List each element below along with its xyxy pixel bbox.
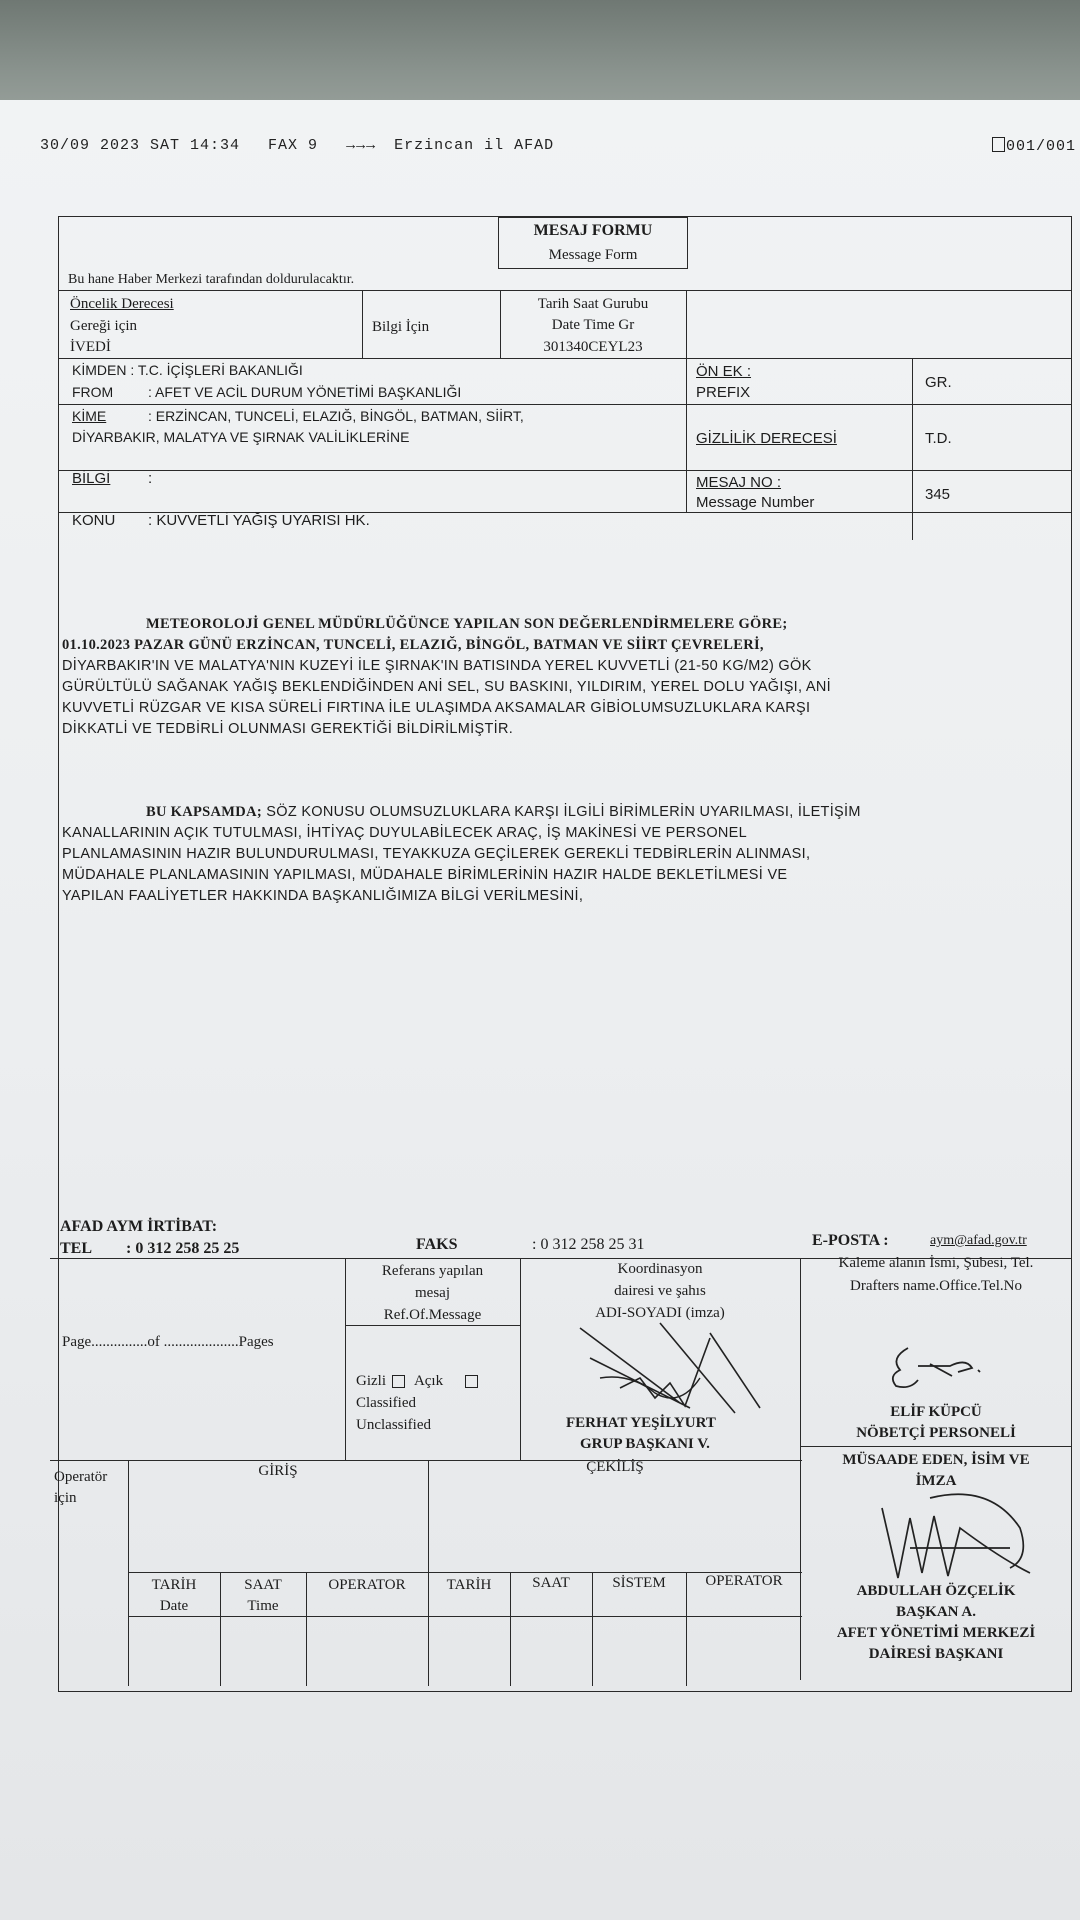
col-date-exit: TARİH <box>446 1577 492 1593</box>
from-label-en: FROM <box>72 384 114 400</box>
fax-pages-value: 001/001 <box>1005 138 1076 155</box>
entry-header: GİRİŞ <box>258 1463 298 1479</box>
drafter-line2: Drafters name.Office.Tel.No <box>850 1278 1022 1294</box>
unclassified-en: Unclassified <box>356 1417 431 1433</box>
coordination-line3: ADI-SOYADI (imza) <box>595 1305 725 1321</box>
body-p2-lead: BU KAPSAMDA; <box>146 804 262 820</box>
col-system: SİSTEM <box>612 1575 666 1591</box>
divider <box>686 470 687 512</box>
info-for-label: Bilgi İçin <box>372 319 430 335</box>
contact-tel-label: TEL <box>60 1240 93 1257</box>
subject-label: KONU <box>72 512 116 529</box>
contact-tel-value: : 0 312 258 25 25 <box>126 1240 240 1257</box>
coordination-line2: dairesi ve şahıs <box>614 1283 706 1299</box>
approver-title-1: BAŞKAN A. <box>895 1604 977 1620</box>
subject-value: : KUVVETLİ YAĞIŞ UYARISI HK. <box>148 512 370 529</box>
message-number-label: MESAJ NO : <box>696 474 782 491</box>
body-p1-lead-text: METEOROLOJİ GENEL MÜDÜRLÜĞÜNCE YAPILAN SON DEĞERLENDİRMELERE GÖRE; <box>146 616 788 632</box>
dtg-label: Tarih Saat Gurubu <box>537 296 649 312</box>
contact-email-value[interactable]: aym@afad.gov.tr <box>930 1233 1027 1248</box>
approval-label-line2: İMZA <box>915 1473 957 1489</box>
col-time-exit: SAAT <box>532 1575 570 1591</box>
divider <box>128 1616 802 1617</box>
fax-page-count <box>992 137 1076 155</box>
coordinator-name: FERHAT YEŞİLYURT <box>566 1415 716 1431</box>
approver-title-3: DAİRESİ BAŞKANI <box>868 1646 1004 1662</box>
col-operator-exit: OPERATOR <box>705 1573 783 1589</box>
to-label: KİME <box>72 408 107 424</box>
body-p1-line: 01.10.2023 PAZAR GÜNÜ ERZİNCAN, TUNCELİ, ELAZIĞ, BİNGÖL, BATMAN VE SİİRT ÇEVRELERİ, <box>62 637 764 653</box>
drafter-signature <box>880 1336 1010 1396</box>
fax-number: FAX 9 <box>268 137 319 154</box>
coordinator-title: GRUP BAŞKANI V. <box>580 1436 710 1452</box>
operator-label-2: için <box>54 1490 77 1506</box>
dtg-label-en: Date Time Gr <box>551 317 635 333</box>
body-p2-first-line <box>62 802 1062 823</box>
fax-pages-icon <box>992 137 1005 152</box>
drafter-line1: Kaleme alanın İsmi, Şubesi, Tel. <box>838 1255 1034 1271</box>
col-operator: OPERATOR <box>328 1577 406 1593</box>
classification-value: T.D. <box>925 430 952 447</box>
ref-message-line3: Ref.Of.Message <box>383 1307 482 1323</box>
body-p2-line: YAPILAN FAALİYETLER HAKKINDA BAŞKANLIĞIMIZA BİLGİ VERİLMESİNİ, <box>62 888 584 904</box>
fax-transmission-header <box>40 137 572 154</box>
prefix-value: GR. <box>925 374 952 391</box>
info-row-label: BİLGİ <box>72 470 111 487</box>
body-paragraph-1 <box>62 614 1062 740</box>
ref-message-line1: Referans yapılan <box>381 1263 484 1279</box>
coordination-line1: Koordinasyon <box>617 1261 703 1277</box>
divider <box>345 1325 520 1326</box>
classified-label: Gizli <box>356 1373 386 1389</box>
from-label: KİMDEN : T.C. İÇİŞLERİ BAKANLIĞI <box>72 362 303 378</box>
divider <box>58 290 1072 291</box>
unclassified-label: Açık <box>413 1373 444 1389</box>
approver-title-2: AFET YÖNETİMİ MERKEZİ <box>836 1625 1036 1641</box>
to-value-line1: : ERZİNCAN, TUNCELİ, ELAZIĞ, BİNGÖL, BATMAN, SİİRT, <box>148 408 524 424</box>
classified-option[interactable] <box>356 1372 484 1390</box>
priority-label: Öncelik Derecesi <box>70 296 174 312</box>
body-paragraph-2 <box>62 802 1062 907</box>
form-title-en: Message Form <box>548 247 638 263</box>
divider <box>800 1446 1072 1447</box>
col-date-en: Date <box>159 1598 189 1614</box>
body-p1-lead <box>62 614 1062 635</box>
body-p1-line: GÜRÜLTÜLÜ SAĞANAK YAĞIŞ BEKLENDİĞİNDEN ANİ SEL, SU BASKINI, YILDIRIM, YEREL DOLU YAĞIŞI, ANİ <box>62 679 831 695</box>
message-number-value: 345 <box>925 486 951 503</box>
prefix-label-en: PREFIX <box>696 384 751 401</box>
classified-checkbox[interactable] <box>392 1375 405 1388</box>
classification-label: GİZLİLİK DERECESİ <box>696 430 837 447</box>
divider <box>58 470 1072 471</box>
divider <box>686 358 687 470</box>
fax-arrow: →→→ <box>346 137 377 154</box>
operator-label: Operatör <box>54 1469 108 1485</box>
action-label: Gereği için <box>70 318 138 334</box>
approver-name: ABDULLAH ÖZÇELİK <box>856 1583 1016 1599</box>
body-p1-line: DİYARBAKIR'IN VE MALATYA'NIN KUZEYİ İLE ŞIRNAK'IN BATISINDA YEREL KUVVETLİ (21-50 KG/M2) GÖK <box>62 658 812 674</box>
message-number-label-en: Message Number <box>696 494 815 511</box>
body-p2-line: KANALLARININ AÇIK TUTULMASI, İHTİYAÇ DUYULABİLECEK ARAÇ, İŞ MAKİNESİ VE PERSONEL <box>62 825 748 841</box>
fax-datetime: 30/09 2023 SAT 14:34 <box>40 137 241 154</box>
exit-header: ÇEKİLİŞ <box>586 1459 644 1475</box>
body-p1-line: DİKKATLİ VE TEDBİRLİ OLUNMASI GEREKTİĞİ BİLDİRİLMİŞTİR. <box>62 721 514 737</box>
info-row-colon: : <box>148 470 153 487</box>
unclassified-checkbox[interactable] <box>465 1375 478 1388</box>
contact-title: AFAD AYM İRTİBAT: <box>60 1218 218 1235</box>
divider <box>428 1460 429 1686</box>
prefix-label: ÖN EK : <box>696 363 752 380</box>
divider <box>128 1460 129 1686</box>
dtg-value: 301340CEYL23 <box>543 339 643 355</box>
body-p2-first: SÖZ KONUSU OLUMSUZLUKLARA KARŞI İLGİLİ BİRİMLERİN UYARILMASI, İLETİŞİM <box>261 804 861 820</box>
col-date: TARİH <box>151 1577 197 1593</box>
approver-signature <box>870 1488 1040 1588</box>
divider <box>362 290 363 358</box>
body-p2-line: MÜDAHALE PLANLAMASININ YAPILMASI, MÜDAHALE BİRİMLERİNİN HAZIR HALDE BEKLETİLMESİ VE <box>62 867 788 883</box>
divider <box>912 512 1072 513</box>
divider <box>58 358 1072 359</box>
contact-fax-label: FAKS <box>416 1236 458 1253</box>
coordinator-signature <box>560 1318 780 1418</box>
col-time-en: Time <box>247 1598 279 1614</box>
to-value-line2: DİYARBAKIR, MALATYA VE ŞIRNAK VALİLİKLERİNE <box>72 429 410 445</box>
fax-sender: Erzincan il AFAD <box>394 137 555 154</box>
drafter-name: ELİF KÜPCÜ <box>890 1404 982 1420</box>
form-note: Bu hane Haber Merkezi tarafından doldurulacaktır. <box>68 272 355 287</box>
col-time: SAAT <box>244 1577 282 1593</box>
contact-email-label: E-POSTA : <box>812 1232 889 1249</box>
contact-fax-value: : 0 312 258 25 31 <box>532 1236 645 1253</box>
ref-message-line2: mesaj <box>415 1285 450 1301</box>
divider <box>58 404 1072 405</box>
body-p1-line: KUVVETLİ RÜZGAR VE KISA SÜRELİ FIRTINA İLE ULAŞIMDA AKSAMALAR GİBİOLUMSUZLUKLARA KARŞI <box>62 700 811 716</box>
body-p2-line: PLANLAMASININ HAZIR BULUNDURULMASI, TEYAKKUZA GEÇİLEREK GEREKLİ TEDBİRLERİN ALINMASI, <box>62 846 811 862</box>
form-title: MESAJ FORMU <box>533 222 653 239</box>
priority-value: İVEDİ <box>70 339 111 355</box>
approval-label-line1: MÜSAADE EDEN, İSİM VE <box>842 1452 1030 1468</box>
divider <box>686 290 687 358</box>
page-of-pages: Page...............of ....................Pages <box>62 1334 274 1350</box>
classified-en: Classified <box>356 1395 416 1411</box>
from-value: : AFET VE ACİL DURUM YÖNETİMİ BAŞKANLIĞI <box>148 384 462 400</box>
drafter-title: NÖBETÇİ PERSONELİ <box>856 1425 1016 1441</box>
